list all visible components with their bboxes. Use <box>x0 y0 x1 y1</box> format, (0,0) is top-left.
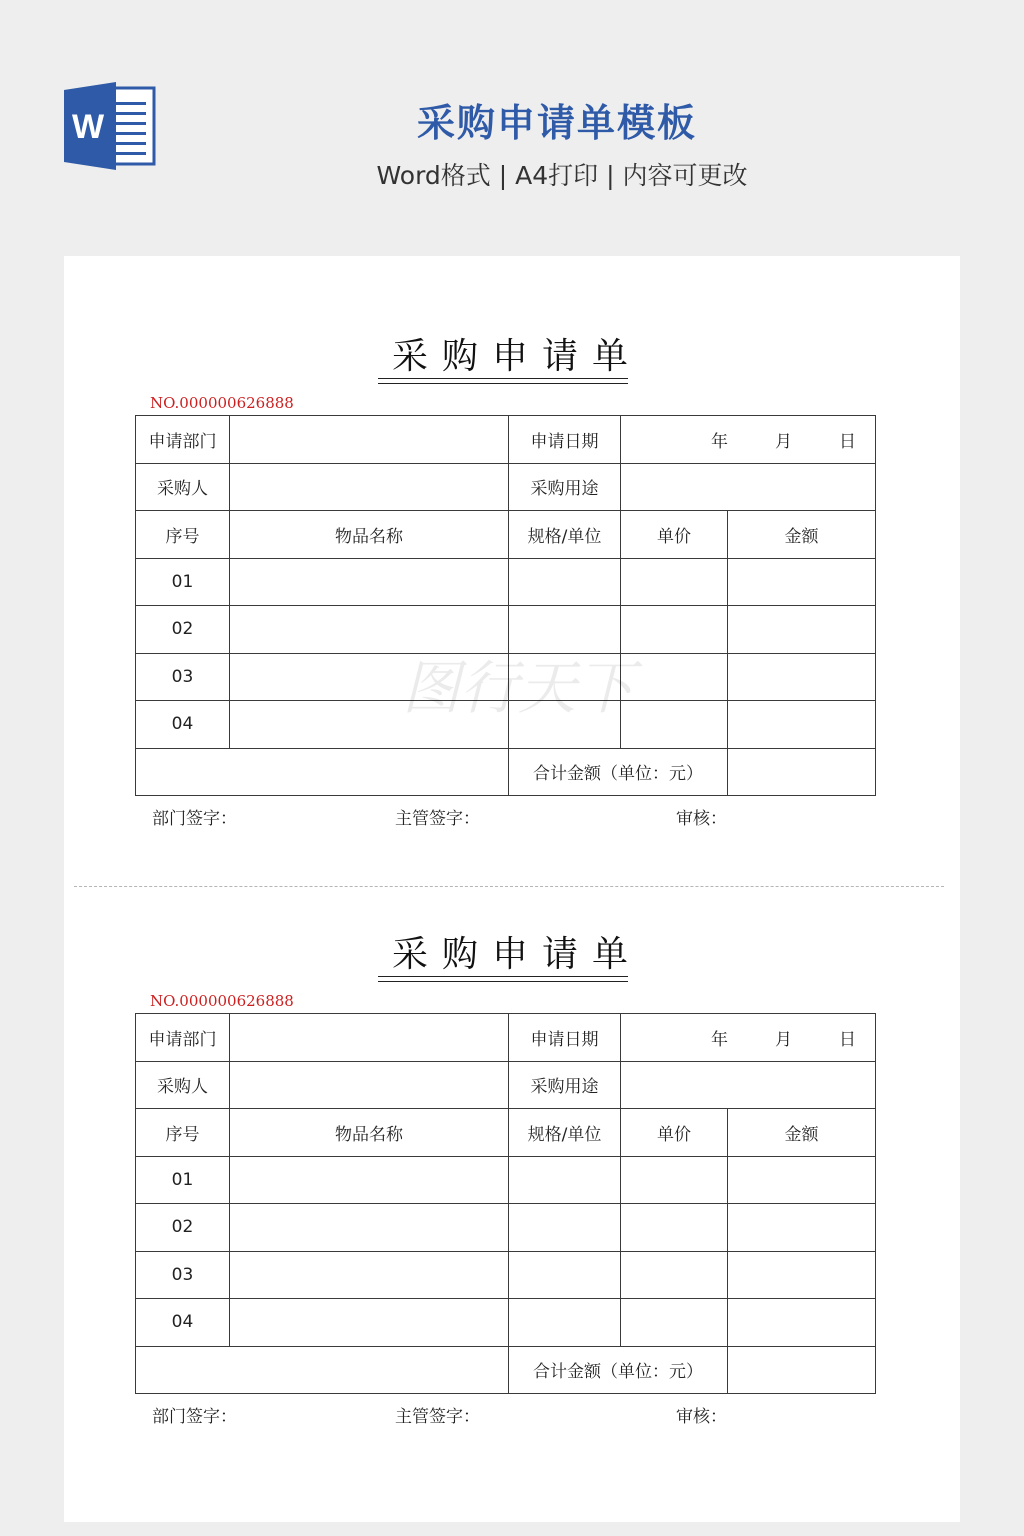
price-cell[interactable] <box>621 1204 728 1252</box>
title-double-underline <box>378 976 628 982</box>
col-name-header: 物品名称 <box>230 511 509 559</box>
row-seq: 03 <box>136 653 230 701</box>
table-header-row <box>136 511 876 559</box>
form-title: 采购申请单 <box>392 934 643 975</box>
usage-label: 采购用途 <box>509 1061 621 1109</box>
usage-field[interactable] <box>621 1061 876 1109</box>
col-name-header: 物品名称 <box>230 1109 509 1157</box>
manager-signature-label: 主管签字： <box>395 1407 480 1427</box>
purchaser-field[interactable] <box>230 463 509 511</box>
logo-letter: W <box>71 108 105 146</box>
year-label: 年 <box>711 1029 728 1050</box>
table-row <box>136 1251 876 1299</box>
spec-cell[interactable] <box>509 1156 621 1204</box>
item-name-cell[interactable] <box>230 1156 509 1204</box>
table-header-row <box>136 1109 876 1157</box>
item-name-cell[interactable] <box>230 1299 509 1347</box>
month-label: 月 <box>775 1029 792 1050</box>
page-subtitle: Word格式 | A4打印 | 内容可更改 <box>376 161 748 190</box>
purchaser-field[interactable] <box>230 1061 509 1109</box>
purchase-table <box>135 1013 876 1394</box>
total-amount-cell[interactable] <box>728 1346 876 1394</box>
table-row <box>136 1156 876 1204</box>
spec-cell[interactable] <box>509 606 621 654</box>
table-row <box>136 463 876 511</box>
date-field[interactable] <box>621 416 876 464</box>
date-field[interactable] <box>621 1014 876 1062</box>
item-name-cell[interactable] <box>230 653 509 701</box>
page-title: 采购申请单模板 <box>416 101 697 145</box>
row-seq: 04 <box>136 701 230 749</box>
price-cell[interactable] <box>621 1299 728 1347</box>
amount-cell[interactable] <box>728 558 876 606</box>
dept-field[interactable] <box>230 416 509 464</box>
table-row <box>136 1204 876 1252</box>
total-amount-cell[interactable] <box>728 748 876 796</box>
total-label: 合计金额（单位：元） <box>509 1346 728 1394</box>
table-row <box>136 701 876 749</box>
purchase-table <box>135 415 876 796</box>
spec-cell[interactable] <box>509 1251 621 1299</box>
item-name-cell[interactable] <box>230 1204 509 1252</box>
dept-label: 申请部门 <box>136 416 230 464</box>
dept-signature-label: 部门签字： <box>152 809 237 829</box>
table-row <box>136 1014 876 1062</box>
total-label: 合计金额（单位：元） <box>509 748 728 796</box>
spec-cell[interactable] <box>509 701 621 749</box>
usage-label: 采购用途 <box>509 463 621 511</box>
form-number: NO.000000626888 <box>150 992 294 1010</box>
form-title: 采购申请单 <box>392 336 643 377</box>
total-blank-cell <box>136 748 509 796</box>
col-amount-header: 金额 <box>728 511 876 559</box>
price-cell[interactable] <box>621 1251 728 1299</box>
col-amount-header: 金额 <box>728 1109 876 1157</box>
spec-cell[interactable] <box>509 653 621 701</box>
table-row <box>136 416 876 464</box>
col-seq-header: 序号 <box>136 511 230 559</box>
table-total-row <box>136 1346 876 1394</box>
col-price-header: 单价 <box>621 1109 728 1157</box>
purchaser-label: 采购人 <box>136 463 230 511</box>
dept-field[interactable] <box>230 1014 509 1062</box>
price-cell[interactable] <box>621 606 728 654</box>
col-seq-header: 序号 <box>136 1109 230 1157</box>
table-row <box>136 653 876 701</box>
spec-cell[interactable] <box>509 1204 621 1252</box>
review-label: 审核： <box>676 1407 727 1427</box>
item-name-cell[interactable] <box>230 701 509 749</box>
date-label: 申请日期 <box>509 1014 621 1062</box>
row-seq: 02 <box>136 606 230 654</box>
table-row <box>136 606 876 654</box>
price-cell[interactable] <box>621 1156 728 1204</box>
price-cell[interactable] <box>621 701 728 749</box>
amount-cell[interactable] <box>728 653 876 701</box>
title-double-underline <box>378 378 628 384</box>
row-seq: 04 <box>136 1299 230 1347</box>
cut-separator <box>74 886 944 887</box>
usage-field[interactable] <box>621 463 876 511</box>
purchaser-label: 采购人 <box>136 1061 230 1109</box>
dept-label: 申请部门 <box>136 1014 230 1062</box>
purchase-request-form <box>0 310 1024 830</box>
row-seq: 01 <box>136 1156 230 1204</box>
price-cell[interactable] <box>621 558 728 606</box>
amount-cell[interactable] <box>728 1204 876 1252</box>
price-cell[interactable] <box>621 653 728 701</box>
spec-cell[interactable] <box>509 558 621 606</box>
amount-cell[interactable] <box>728 1251 876 1299</box>
month-label: 月 <box>775 431 792 452</box>
day-label: 日 <box>839 431 856 452</box>
amount-cell[interactable] <box>728 1299 876 1347</box>
total-blank-cell <box>136 1346 509 1394</box>
review-label: 审核： <box>676 809 727 829</box>
row-seq: 03 <box>136 1251 230 1299</box>
col-price-header: 单价 <box>621 511 728 559</box>
table-row <box>136 1299 876 1347</box>
year-label: 年 <box>711 431 728 452</box>
row-seq: 02 <box>136 1204 230 1252</box>
amount-cell[interactable] <box>728 606 876 654</box>
date-label: 申请日期 <box>509 416 621 464</box>
spec-cell[interactable] <box>509 1299 621 1347</box>
dept-signature-label: 部门签字： <box>152 1407 237 1427</box>
amount-cell[interactable] <box>728 701 876 749</box>
purchase-request-form <box>0 908 1024 1428</box>
form-number: NO.000000626888 <box>150 394 294 412</box>
col-spec-header: 规格/单位 <box>509 511 621 559</box>
manager-signature-label: 主管签字： <box>395 809 480 829</box>
col-spec-header: 规格/单位 <box>509 1109 621 1157</box>
item-name-cell[interactable] <box>230 558 509 606</box>
row-seq: 01 <box>136 558 230 606</box>
day-label: 日 <box>839 1029 856 1050</box>
table-total-row <box>136 748 876 796</box>
table-row <box>136 1061 876 1109</box>
table-row <box>136 558 876 606</box>
item-name-cell[interactable] <box>230 606 509 654</box>
amount-cell[interactable] <box>728 1156 876 1204</box>
item-name-cell[interactable] <box>230 1251 509 1299</box>
